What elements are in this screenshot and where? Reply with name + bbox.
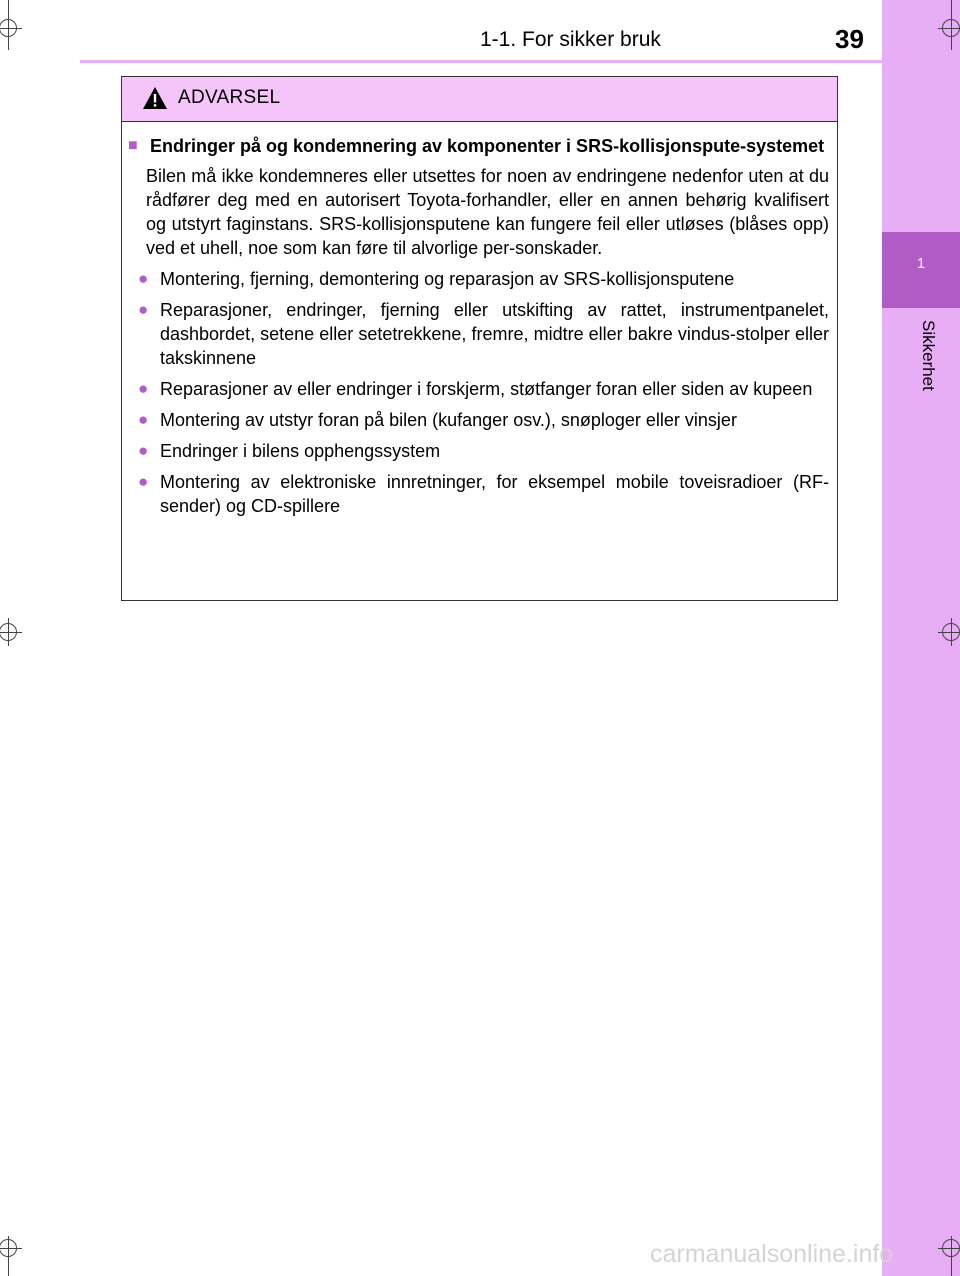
warning-box: [121, 76, 838, 601]
bullet-dot-icon: ●: [138, 300, 149, 319]
list-item: ● Reparasjoner, endringer, fjerning eller utskifting av rattet, instrumentpanelet, dashbordet, setene eller setetrekkene, fremre, midtre eller bakre vindus-stolper eller takskinnene: [128, 298, 829, 370]
bullet-dot-icon: ●: [138, 410, 149, 429]
list-item: ● Endringer i bilens opphengssystem: [128, 439, 829, 463]
watermark: carmanualsonline.info: [650, 1240, 894, 1268]
bullet-list: [128, 267, 829, 518]
section-heading-text: Endringer på og kondemnering av komponenter i SRS-kollisjonspute-systemet: [150, 136, 825, 156]
bullet-dot-icon: ●: [138, 379, 149, 398]
page-number: 39: [835, 24, 864, 54]
list-item: ● Montering, fjerning, demontering og reparasjon av SRS-kollisjonsputene: [128, 267, 829, 291]
warning-paragraph: Bilen må ikke kondemneres eller utsettes for noen av endringene nedenfor uten at du rådfører deg med en autorisert Toyota-forhandler, eller en annen behørig kvalifisert og utstyrt faginstans. SRS-kollisjonsputene kan fungere feil eller utløses (blåses opp) ved et uhell, noe som kan føre til alvorlige per-sonskader.: [146, 166, 829, 258]
warning-body: [122, 122, 837, 518]
bullet-dot-icon: ●: [138, 269, 149, 288]
section-heading: [128, 134, 829, 158]
list-item: ● Montering av utstyr foran på bilen (kufanger osv.), snøploger eller vinsjer: [128, 408, 829, 432]
bullet-dot-icon: ●: [138, 472, 149, 491]
list-item: ● Reparasjoner av eller endringer i forskjerm, støtfanger foran eller siden av kupeen: [128, 377, 829, 401]
bullet-dot-icon: ●: [138, 441, 149, 460]
warning-header: [122, 77, 837, 122]
list-item: ● Montering av elektroniske innretninger, for eksempel mobile toveisradioer (RF-sender) og CD-spillere: [128, 470, 829, 518]
header-divider: [80, 60, 882, 63]
warning-triangle-icon: [142, 86, 168, 110]
chapter-number-tab[interactable]: 1: [882, 232, 960, 308]
chapter-label: Sikkerhet: [919, 320, 938, 391]
square-bullet-icon: ■: [128, 137, 138, 154]
section-title: 1-1. For sikker bruk: [480, 28, 661, 51]
warning-label: ADVARSEL: [178, 87, 281, 108]
